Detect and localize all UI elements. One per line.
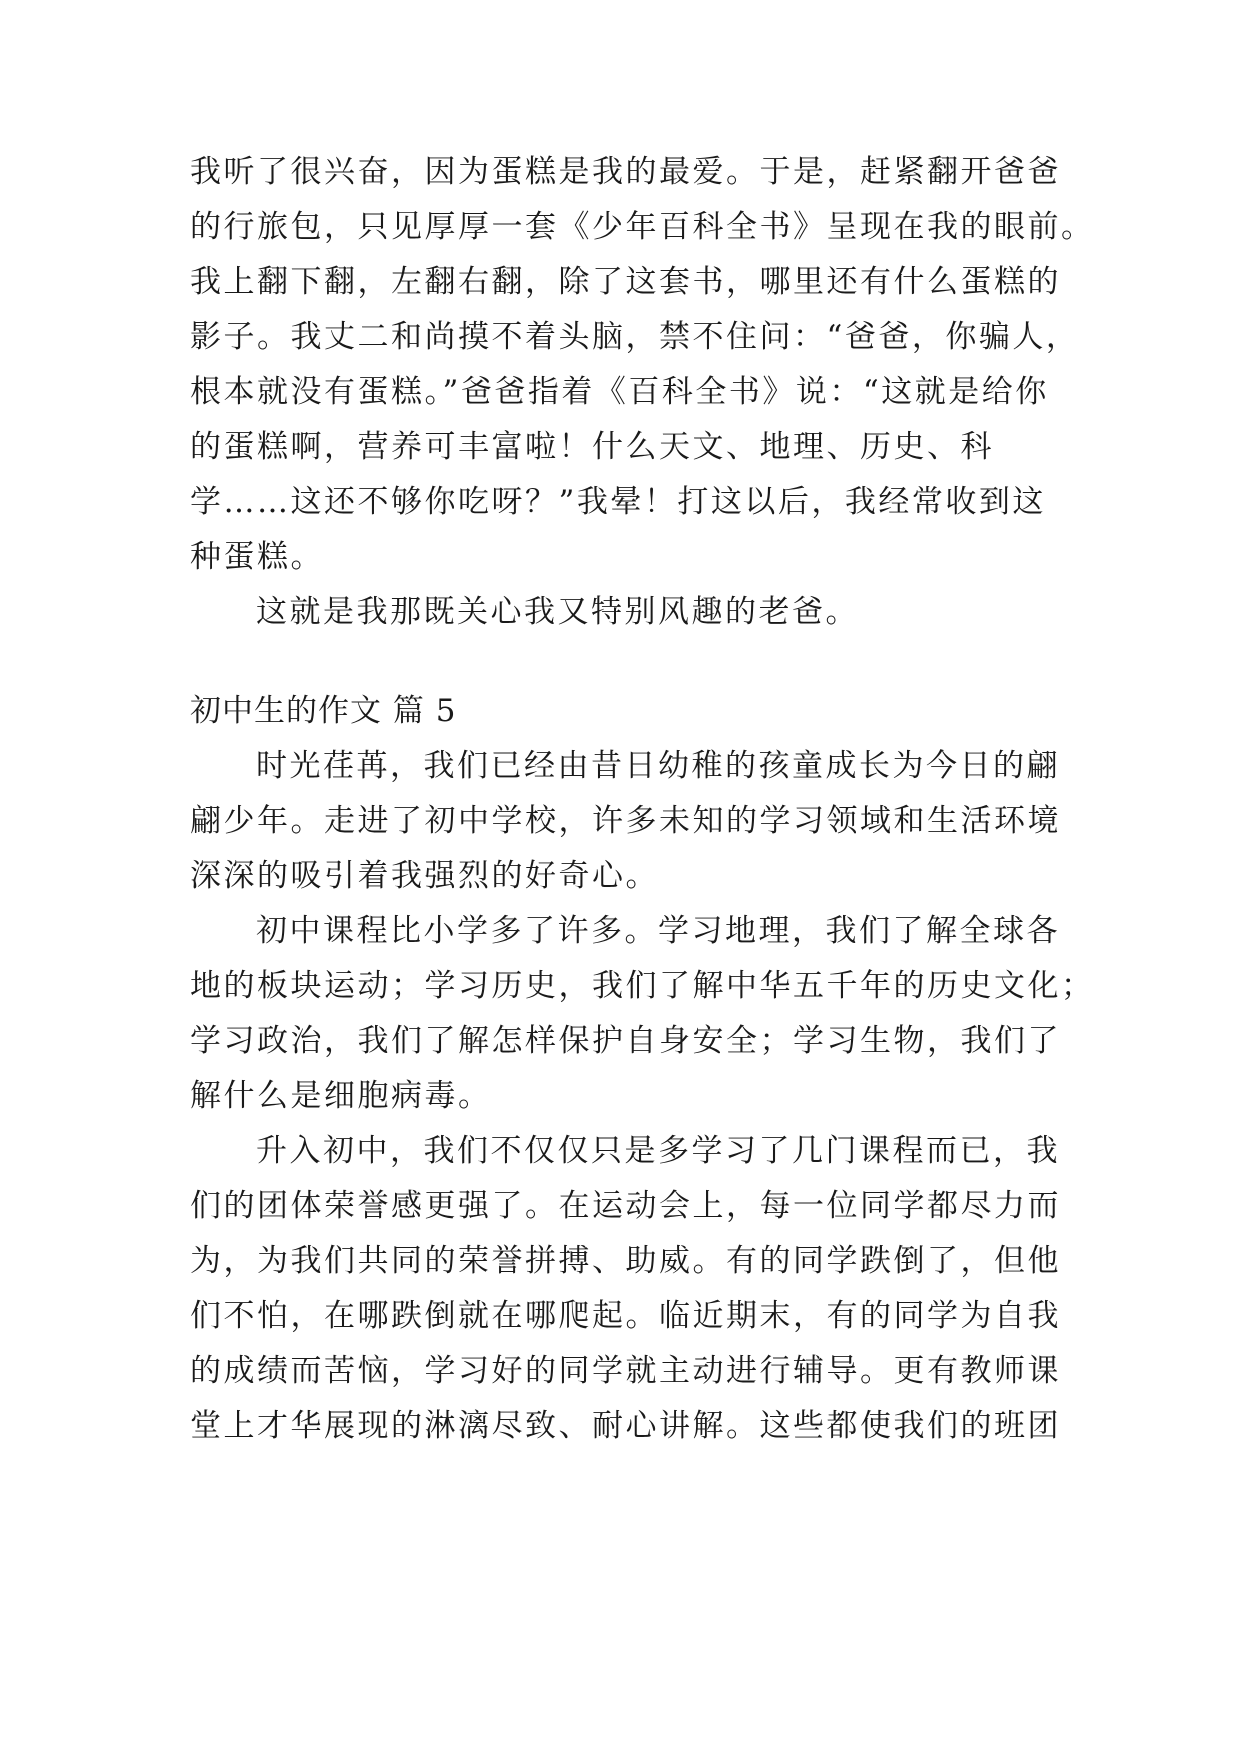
text-line: 堂上才华展现的淋漓尽致、耐心讲解。这些都使我们的班团	[190, 1408, 1061, 1444]
text-line: 升入初中，我们不仅仅只是多学习了几门课程而已，我	[256, 1133, 1060, 1169]
text-line: 学……这还不够你吃呀？”我晕！打这以后，我经常收到这	[190, 484, 1046, 520]
text-line: 根本就没有蛋糕。”爸爸指着《百科全书》说：“这就是给你	[190, 374, 1049, 410]
text-line: 的蛋糕啊，营养可丰富啦！什么天文、地理、历史、科	[190, 429, 994, 465]
text-line: 们的团体荣誉感更强了。在运动会上，每一位同学都尽力而	[190, 1188, 1061, 1224]
text-line: 为，为我们共同的荣誉拼搏、助威。有的同学跌倒了，但他	[190, 1243, 1061, 1279]
text-line: 种蛋糕。	[190, 539, 324, 575]
text-line: 时光荏苒，我们已经由昔日幼稚的孩童成长为今日的翩	[256, 748, 1060, 784]
text-line: 我上翻下翻，左翻右翻，除了这套书，哪里还有什么蛋糕的	[190, 264, 1061, 300]
text-line: 影子。我丈二和尚摸不着头脑，禁不住问：“爸爸，你骗人，	[190, 319, 1080, 355]
text-line: 解什么是细胞病毒。	[190, 1078, 492, 1114]
text-line: 的行旅包，只见厚厚一套《少年百科全书》呈现在我的眼前。	[190, 209, 1095, 245]
text-line: 们不怕，在哪跌倒就在哪爬起。临近期末，有的同学为自我	[190, 1298, 1061, 1334]
text-line: 的成绩而苦恼，学习好的同学就主动进行辅导。更有教师课	[190, 1353, 1061, 1389]
text-line: 翩少年。走进了初中学校，许多未知的学习领域和生活环境	[190, 803, 1061, 839]
text-line: 深深的吸引着我强烈的好奇心。	[190, 858, 659, 894]
text-line: 我听了很兴奋，因为蛋糕是我的最爱。于是，赶紧翻开爸爸	[190, 154, 1061, 190]
text-line: 初中课程比小学多了许多。学习地理，我们了解全球各	[256, 913, 1060, 949]
text-line: 这就是我那既关心我又特别风趣的老爸。	[256, 594, 859, 630]
section-heading: 初中生的作文 篇 5	[190, 693, 457, 729]
text-line: 学习政治，我们了解怎样保护自身安全；学习生物，我们了	[190, 1023, 1061, 1059]
text-line: 地的板块运动；学习历史，我们了解中华五千年的历史文化；	[190, 968, 1095, 1004]
